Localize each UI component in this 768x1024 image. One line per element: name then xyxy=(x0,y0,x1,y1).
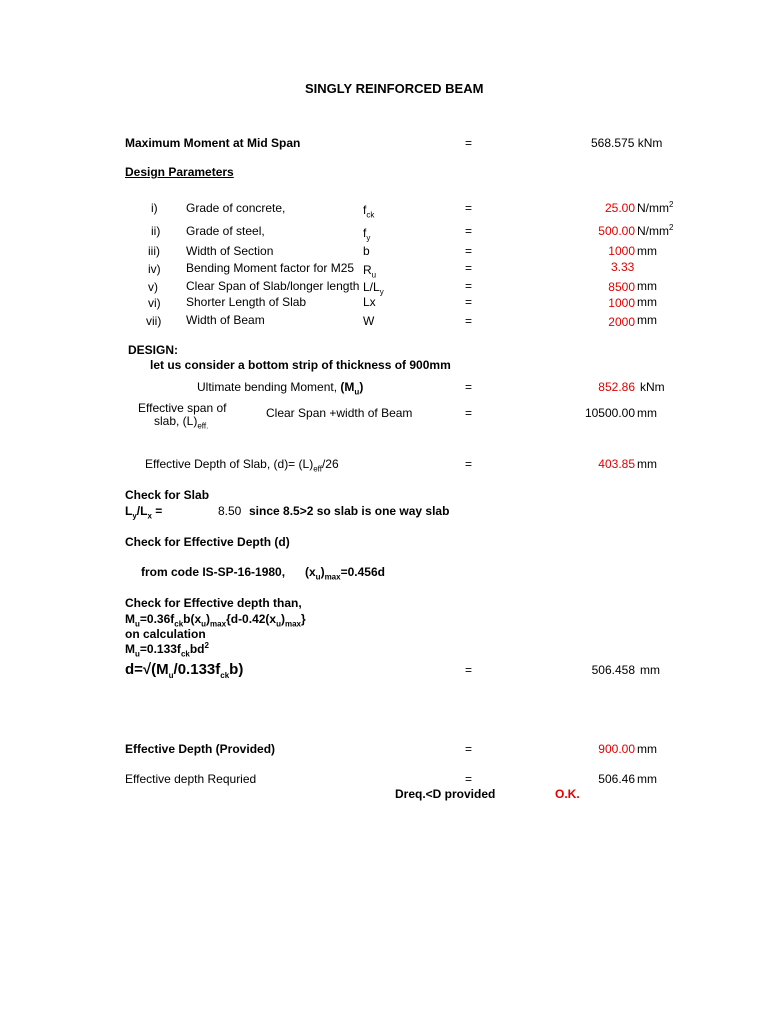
depth-formula-eq: = xyxy=(465,663,473,677)
param-eq: = xyxy=(465,295,473,309)
slab-ratio-value: 8.50 xyxy=(218,504,242,518)
page-title: SINGLY REINFORCED BEAM xyxy=(305,81,484,96)
design-subheading: let us consider a bottom strip of thickness of 900mm xyxy=(150,358,451,372)
param-value: 2000 xyxy=(608,315,635,329)
param-value: 1000 xyxy=(608,244,635,258)
required-depth-value: 506.46 xyxy=(598,772,635,786)
param-num: vi) xyxy=(148,296,161,310)
param-desc: Width of Beam xyxy=(186,313,265,327)
param-eq: = xyxy=(465,201,473,215)
param-symbol: $R_u$ xyxy=(363,263,377,280)
param-eq: = xyxy=(465,279,473,293)
slab-conclusion: since 8.5>2 so slab is one way slab xyxy=(249,504,450,518)
param-eq: = xyxy=(465,261,473,275)
param-desc: Width of Section xyxy=(186,244,274,258)
provided-depth-value: 900.00 xyxy=(598,742,635,756)
moment-eq: = xyxy=(465,136,473,150)
effective-span-unit: mm xyxy=(637,406,657,420)
ultimate-moment-eq: = xyxy=(465,380,473,394)
depth-formula-unit: mm xyxy=(640,663,660,677)
param-desc: Bending Moment factor for M25 xyxy=(186,261,355,275)
param-num: i) xyxy=(151,201,158,215)
effective-span-eq: = xyxy=(465,406,473,420)
param-symbol: Lx xyxy=(363,295,376,309)
param-num: ii) xyxy=(151,224,161,238)
param-symbol: W xyxy=(363,314,375,328)
slab-ratio-label: $L_y/L_x$ = xyxy=(125,504,163,521)
param-value: 8500 xyxy=(608,280,635,294)
moment-label: Maximum Moment at Mid Span xyxy=(125,136,301,150)
param-num: iv) xyxy=(148,262,161,276)
param-value: 500.00 xyxy=(598,224,635,238)
param-value: 3.33 xyxy=(611,260,635,274)
param-desc: Shorter Length of Slab xyxy=(186,295,307,309)
depth-formula-value: 506.458 xyxy=(591,663,635,677)
required-depth-eq: = xyxy=(465,772,473,786)
param-eq: = xyxy=(465,244,473,258)
param-unit: $N/mm^2$ xyxy=(637,200,674,215)
param-symbol: b xyxy=(363,244,370,258)
calc-heading: Check for Effective depth than, xyxy=(125,596,302,610)
formula-moment-simplified: $M_u=0.133f_{ck}bd^2$ xyxy=(125,641,209,659)
slab-check-heading: Check for Slab xyxy=(125,488,210,502)
on-calculation-label: on calculation xyxy=(125,627,206,641)
param-value: 1000 xyxy=(608,296,635,310)
param-desc: Grade of concrete, xyxy=(186,201,286,215)
moment-value xyxy=(591,136,662,150)
effective-depth-eq: = xyxy=(465,457,473,471)
param-symbol: $f_y$ xyxy=(363,226,371,243)
param-desc: Grade of steel, xyxy=(186,224,265,238)
ultimate-moment-unit: kNm xyxy=(640,380,665,394)
provided-depth-label: Effective Depth (Provided) xyxy=(125,742,276,756)
provided-depth-unit: mm xyxy=(637,742,657,756)
provided-depth-eq: = xyxy=(465,742,473,756)
ultimate-moment-label: Ultimate bending Moment, $(M_u)$ xyxy=(197,380,364,397)
param-unit: mm xyxy=(637,244,657,258)
param-unit: mm xyxy=(637,313,657,327)
depth-formula: $d=√(M_u/0.133f_{ck}b)$ xyxy=(125,661,244,680)
required-depth-unit: mm xyxy=(637,772,657,786)
param-unit: $N/mm^2$ xyxy=(637,223,674,238)
result-condition: Dreq.<D provided xyxy=(395,787,496,801)
param-num: iii) xyxy=(148,244,160,258)
param-num: vii) xyxy=(146,314,162,328)
code-formula: $(x_u)_{max}=0.456d$ xyxy=(305,565,385,582)
effective-span-label-line1: Effective span of xyxy=(138,401,227,415)
param-unit: mm xyxy=(637,279,657,293)
moment-value-number: 568.575 xyxy=(591,136,635,150)
effective-span-formula: Clear Span +width of Beam xyxy=(266,406,413,420)
effective-depth-value: 403.85 xyxy=(598,457,635,471)
formula-moment-full: $M_u=0.36f_{ck}b(x_u)_{max}\{d-0.42(x_u)_{max}\}$ xyxy=(125,612,306,629)
code-reference: from code IS-SP-16-1980, xyxy=(141,565,286,579)
effective-span-label-line2: slab, $(L)_{eff.}$ xyxy=(154,414,209,431)
design-parameters-heading: Design Parameters xyxy=(125,165,234,179)
param-symbol: $L/L_y$ xyxy=(363,280,384,297)
param-num: v) xyxy=(148,280,158,294)
depth-check-heading: Check for Effective Depth (d) xyxy=(125,535,290,549)
param-eq: = xyxy=(465,314,473,328)
moment-value-unit: kNm xyxy=(637,136,663,150)
param-unit: mm xyxy=(637,295,657,309)
design-heading: DESIGN: xyxy=(128,343,179,357)
effective-depth-label: Effective Depth of Slab, $(d)= (L)_{eff}/26$ xyxy=(145,457,339,474)
param-eq: = xyxy=(465,224,473,238)
required-depth-label: Effective depth Requried xyxy=(125,772,257,786)
param-symbol: $f_{ck}$ xyxy=(363,203,375,220)
param-desc: Clear Span of Slab/longer length xyxy=(186,279,360,293)
effective-span-value: 10500.00 xyxy=(584,406,635,420)
effective-depth-unit: mm xyxy=(637,457,657,471)
ultimate-moment-value: 852.86 xyxy=(598,380,635,394)
param-value: 25.00 xyxy=(604,201,635,215)
status-badge: O.K. xyxy=(555,787,580,801)
